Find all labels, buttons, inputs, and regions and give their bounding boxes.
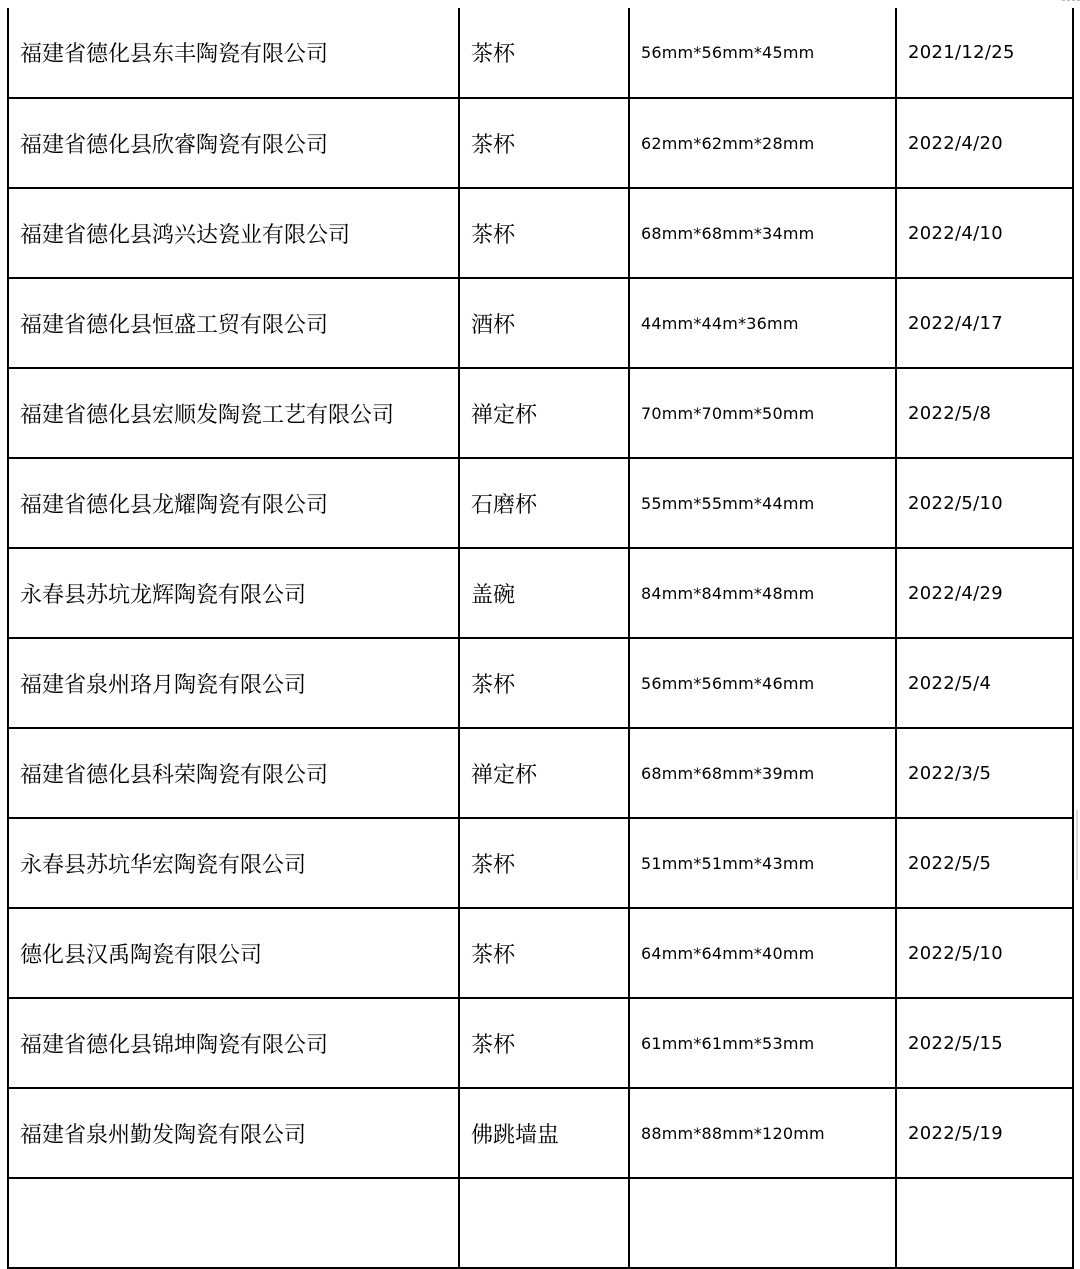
product-cell[interactable]: 茶杯 (459, 908, 629, 998)
company-cell[interactable]: 福建省泉州勤发陶瓷有限公司 (8, 1088, 459, 1178)
product-cell[interactable]: 酒杯 (459, 278, 629, 368)
product-table (7, 8, 1074, 1269)
size-cell[interactable]: 64mm*64mm*40mm (629, 908, 896, 998)
size-cell[interactable]: 84mm*84mm*48mm (629, 548, 896, 638)
size-cell[interactable]: 44mm*44m*36mm (629, 278, 896, 368)
table-row (8, 98, 1073, 188)
table-row-partial (8, 1178, 1073, 1268)
date-cell[interactable]: 2022/4/10 (896, 188, 1073, 278)
company-cell[interactable]: 永春县苏坑龙辉陶瓷有限公司 (8, 548, 459, 638)
company-cell[interactable]: 福建省德化县宏顺发陶瓷工艺有限公司 (8, 368, 459, 458)
product-cell[interactable]: 石磨杯 (459, 458, 629, 548)
table-row (8, 908, 1073, 998)
date-cell[interactable]: 2022/5/10 (896, 908, 1073, 998)
table-row (8, 368, 1073, 458)
date-cell[interactable]: 2021/12/25 (896, 8, 1073, 98)
table-row (8, 188, 1073, 278)
company-cell[interactable]: 福建省德化县东丰陶瓷有限公司 (8, 8, 459, 98)
spreadsheet-table-container (7, 8, 1072, 1269)
company-cell[interactable]: 福建省德化县鸿兴达瓷业有限公司 (8, 188, 459, 278)
table-row (8, 8, 1073, 98)
product-cell[interactable]: 茶杯 (459, 638, 629, 728)
size-cell[interactable]: 68mm*68mm*34mm (629, 188, 896, 278)
table-body (8, 8, 1073, 1268)
table-row (8, 818, 1073, 908)
company-cell[interactable]: 福建省德化县科荣陶瓷有限公司 (8, 728, 459, 818)
date-cell[interactable]: 2022/4/20 (896, 98, 1073, 188)
table-row (8, 458, 1073, 548)
size-cell[interactable]: 56mm*56mm*45mm (629, 8, 896, 98)
date-cell[interactable]: 2022/3/5 (896, 728, 1073, 818)
empty-cell[interactable] (896, 1178, 1073, 1268)
product-cell[interactable]: 禅定杯 (459, 368, 629, 458)
company-cell[interactable]: 永春县苏坑华宏陶瓷有限公司 (8, 818, 459, 908)
empty-cell[interactable] (629, 1178, 896, 1268)
product-cell[interactable]: 茶杯 (459, 818, 629, 908)
company-cell[interactable]: 福建省德化县锦坤陶瓷有限公司 (8, 998, 459, 1088)
product-cell[interactable]: 盖碗 (459, 548, 629, 638)
size-cell[interactable]: 55mm*55mm*44mm (629, 458, 896, 548)
product-cell[interactable]: 佛跳墙盅 (459, 1088, 629, 1178)
size-cell[interactable]: 56mm*56mm*46mm (629, 638, 896, 728)
product-cell[interactable]: 禅定杯 (459, 728, 629, 818)
table-row (8, 638, 1073, 728)
date-cell[interactable]: 2022/5/4 (896, 638, 1073, 728)
date-cell[interactable]: 2022/5/15 (896, 998, 1073, 1088)
company-cell[interactable]: 德化县汉禹陶瓷有限公司 (8, 908, 459, 998)
product-cell[interactable]: 茶杯 (459, 188, 629, 278)
size-cell[interactable]: 61mm*61mm*53mm (629, 998, 896, 1088)
company-cell[interactable]: 福建省德化县龙耀陶瓷有限公司 (8, 458, 459, 548)
table-row (8, 548, 1073, 638)
company-cell[interactable]: 福建省德化县欣睿陶瓷有限公司 (8, 98, 459, 188)
product-cell[interactable]: 茶杯 (459, 8, 629, 98)
size-cell[interactable]: 51mm*51mm*43mm (629, 818, 896, 908)
sheet-gridline (1062, 0, 1080, 2)
scroll-edge-mark (1076, 810, 1078, 880)
table-row (8, 728, 1073, 818)
product-cell[interactable]: 茶杯 (459, 998, 629, 1088)
date-cell[interactable]: 2022/4/17 (896, 278, 1073, 368)
date-cell[interactable]: 2022/5/8 (896, 368, 1073, 458)
size-cell[interactable]: 62mm*62mm*28mm (629, 98, 896, 188)
empty-cell[interactable] (8, 1178, 459, 1268)
date-cell[interactable]: 2022/5/19 (896, 1088, 1073, 1178)
empty-cell[interactable] (459, 1178, 629, 1268)
table-row (8, 1088, 1073, 1178)
date-cell[interactable]: 2022/5/5 (896, 818, 1073, 908)
size-cell[interactable]: 68mm*68mm*39mm (629, 728, 896, 818)
date-cell[interactable]: 2022/4/29 (896, 548, 1073, 638)
size-cell[interactable]: 70mm*70mm*50mm (629, 368, 896, 458)
company-cell[interactable]: 福建省泉州珞月陶瓷有限公司 (8, 638, 459, 728)
table-row (8, 278, 1073, 368)
table-row (8, 998, 1073, 1088)
product-cell[interactable]: 茶杯 (459, 98, 629, 188)
date-cell[interactable]: 2022/5/10 (896, 458, 1073, 548)
size-cell[interactable]: 88mm*88mm*120mm (629, 1088, 896, 1178)
company-cell[interactable]: 福建省德化县恒盛工贸有限公司 (8, 278, 459, 368)
